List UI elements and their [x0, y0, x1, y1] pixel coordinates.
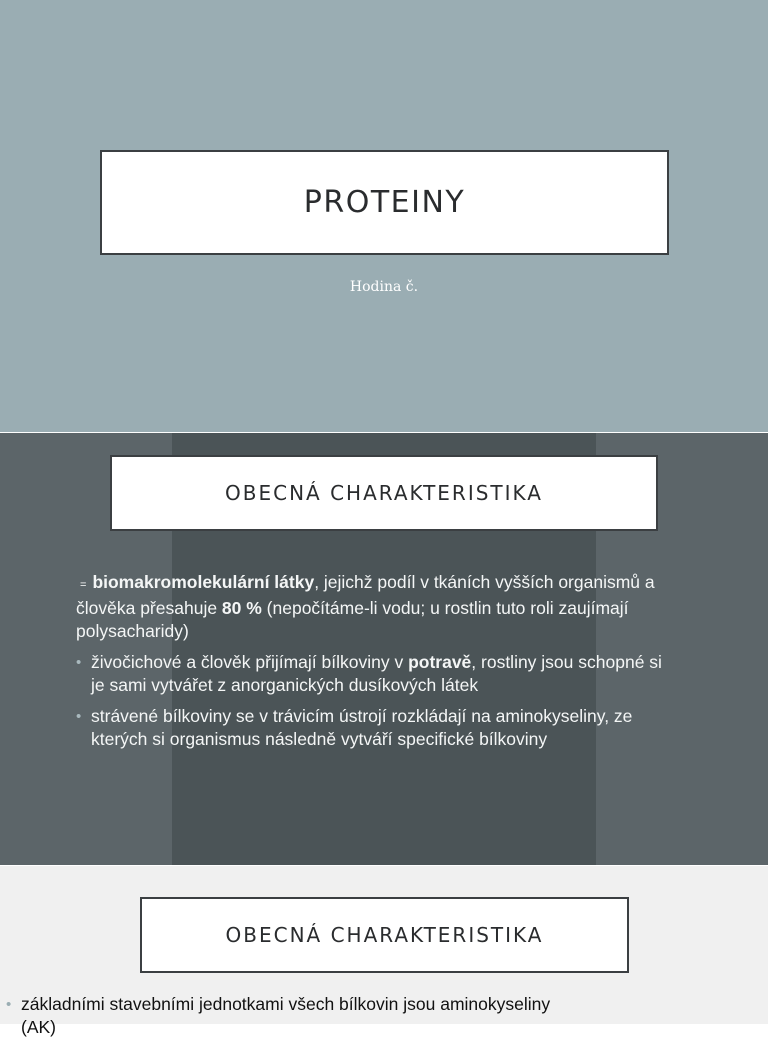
- intro-text-end: (nepočítáme-li vodu; u rostlin tuto roli zaujímají polysacharidy): [76, 598, 629, 641]
- intro-text: , jejichž podíl v tkáních vyšších organismů a člověka přesahuje: [76, 572, 655, 618]
- bullet-text: základními stavebními jednotkami všech bílkovin jsou aminokyseliny (AK): [21, 994, 551, 1037]
- slide-heading: OBECNÁ CHARAKTERISTIKA: [225, 923, 544, 947]
- title-box: [100, 150, 669, 255]
- slide-title: [0, 0, 768, 432]
- slide-subtitle: Hodina č.: [349, 279, 419, 295]
- slide-title-text: PROTEINY: [303, 185, 466, 220]
- intro-bold-value: 80 %: [221, 598, 262, 618]
- slide-content: [6, 993, 566, 1047]
- bullet-text: strávené bílkoviny se v trávicím ústrojí rozkládají na aminokyseliny, ze kterých si organismus následně vytváří specifické bílkoviny: [91, 706, 633, 749]
- slide-general-characteristics: [0, 433, 768, 865]
- equals-sign: =: [80, 579, 87, 591]
- title-box: [110, 455, 658, 531]
- bullet-icon: •: [6, 996, 12, 1013]
- slide-heading: OBECNÁ CHARAKTERISTIKA: [225, 481, 543, 505]
- bullet-bold: potravě: [408, 652, 472, 672]
- bullet-text-end: , rostliny jsou schopné si je sami vytvářet z anorganických dusíkových látek: [91, 652, 662, 695]
- intro-paragraph: [76, 571, 676, 643]
- bullet-icon: •: [76, 654, 82, 671]
- list-item: [76, 705, 676, 751]
- title-box: [140, 897, 629, 973]
- slide-general-characteristics-2: [0, 866, 768, 1037]
- slide-content: [76, 571, 676, 759]
- list-item: [76, 651, 676, 697]
- list-item: [6, 993, 566, 1039]
- bullet-text: živočichové a člověk přijímají bílkoviny v: [91, 652, 409, 672]
- bullet-icon: •: [76, 708, 82, 725]
- intro-bold-term: biomakromolekulární látky: [92, 572, 315, 592]
